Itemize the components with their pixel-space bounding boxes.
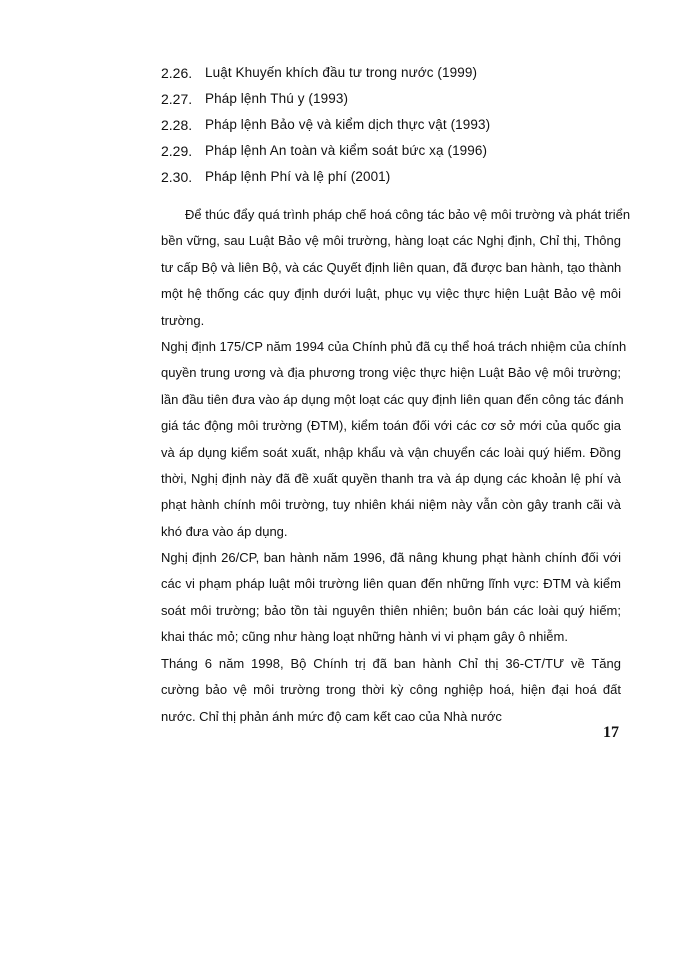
text-line: quyền trung ương và địa phương trong việc thực hiện Luật Bảo vệ môi trường; — [161, 365, 621, 381]
list-item — [161, 164, 490, 190]
paragraph-decree-175 — [161, 334, 627, 545]
text-line: một hệ thống các quy định dưới luật, phục vụ việc thực hiện Luật Bảo vệ môi — [161, 286, 621, 302]
text-line: phạt hành chính môi trường, tuy nhiên khái niệm này vẫn còn gây tranh cãi và — [161, 497, 621, 513]
list-item-number: 2.27. — [161, 91, 193, 107]
text-line: Nghị định 26/CP, ban hành năm 1996, đã nâng khung phạt hành chính đối với — [161, 550, 621, 565]
list-item-text: Pháp lệnh Phí và lệ phí (2001) — [205, 169, 391, 184]
paragraph-intro — [161, 202, 631, 334]
text-line: thời, Nghị định này đã đề xuất quyền thanh tra và áp dụng các khoản lệ phí và — [161, 470, 621, 486]
text-line: các vi phạm pháp luật môi trường liên quan đến những lĩnh vực: ĐTM và kiểm — [161, 576, 621, 592]
text-line: Nghị định 175/CP năm 1994 của Chính phủ đã cụ thể hoá trách nhiệm của chính — [161, 339, 627, 354]
list-item — [161, 112, 490, 138]
list-item-text: Pháp lệnh An toàn và kiểm soát bức xạ (1996) — [205, 143, 488, 158]
text-line: giá tác động môi trường (ĐTM), kiểm toán đối với các cơ sở mới của quốc gia — [161, 418, 621, 434]
text-line: cường bảo vệ môi trường trong thời kỳ công nghiệp hoá, hiện đại hoá đất — [161, 682, 621, 698]
text-line: lần đầu tiên đưa vào áp dụng một loạt các quy định liên quan đến công tác đánh — [161, 391, 624, 407]
paragraph-decree-26 — [161, 545, 621, 651]
list-item — [161, 86, 490, 112]
law-list — [161, 60, 490, 190]
text-line: tư cấp Bộ và liên Bộ, và các Quyết định liên quan, đã được ban hành, tạo thành — [161, 259, 622, 275]
list-item — [161, 60, 490, 86]
list-item-number: 2.30. — [161, 169, 193, 185]
text-line: và áp dụng kiểm soát xuất, nhập khẩu và vận chuyển các loài quý hiếm. Đồng — [161, 444, 621, 460]
text-line: Để thúc đẩy quá trình pháp chế hoá công tác bảo vệ môi trường và phát triển — [185, 207, 631, 222]
text-line: nước. Chỉ thị phản ánh mức độ cam kết cao của Nhà nước — [161, 708, 502, 724]
list-item-number: 2.29. — [161, 143, 193, 159]
list-item-number: 2.28. — [161, 117, 193, 133]
paragraph-directive-36 — [161, 651, 621, 730]
list-item-text: Luật Khuyến khích đầu tư trong nước (1999) — [205, 65, 478, 80]
list-item — [161, 138, 490, 164]
list-item-text: Pháp lệnh Bảo vệ và kiểm dịch thực vật (1993) — [205, 117, 491, 132]
list-item-text: Pháp lệnh Thú y (1993) — [205, 91, 349, 106]
text-line: bền vững, sau Luật Bảo vệ môi trường, hàng loạt các Nghị định, Chỉ thị, Thông — [161, 233, 621, 249]
text-line: khó đưa vào áp dụng. — [161, 523, 288, 539]
text-line: trường. — [161, 312, 205, 328]
text-line: Tháng 6 năm 1998, Bộ Chính trị đã ban hành Chỉ thị 36-CT/TƯ về Tăng — [161, 656, 621, 671]
list-item-number: 2.26. — [161, 65, 193, 81]
text-line: khai thác mỏ; cũng như hàng loạt những hành vi vi phạm gây ô nhiễm. — [161, 629, 568, 645]
page-number: 17 — [603, 724, 619, 741]
text-line: soát môi trường; bảo tồn tài nguyên thiên nhiên; buôn bán các loài quý hiếm; — [161, 602, 621, 618]
